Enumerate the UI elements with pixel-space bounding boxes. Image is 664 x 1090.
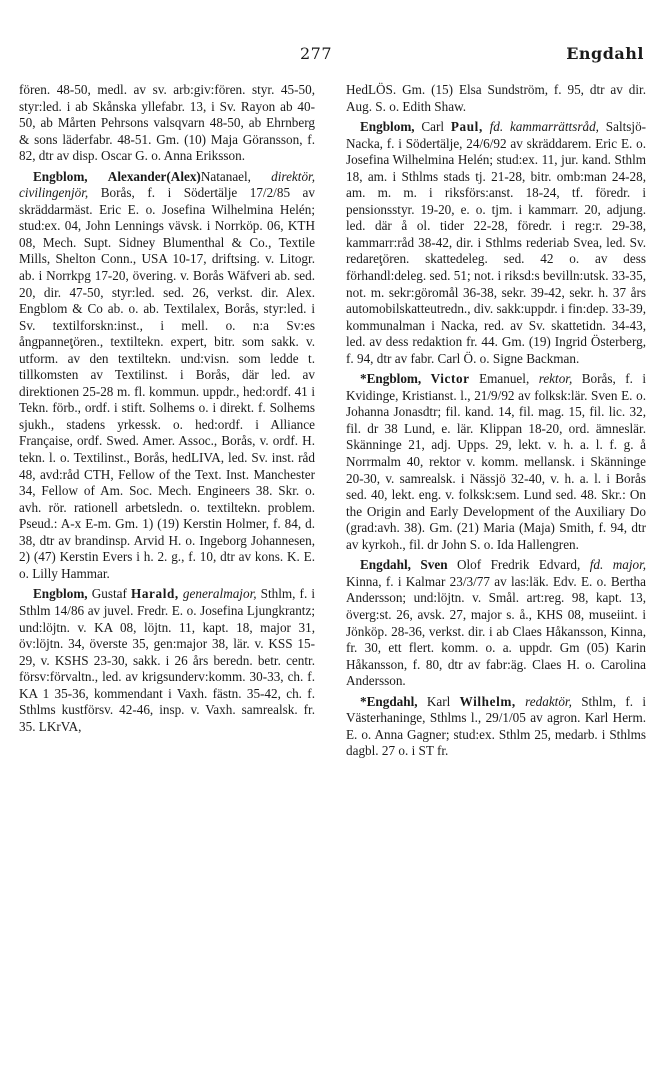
right-column bbox=[346, 82, 646, 760]
entry-surname: Engblom, bbox=[360, 119, 415, 135]
entry-text: Sthlm, f. i Sthlm 14/86 av juvel. Fredr. E. o. Josefina Ljungkrantz; und:löjtn. v. KA 08, löjtn. 11, kapt. 18, major 31, öv:löjtn. 34, överste 35, gen:major 38, lär. v. KSS 15-29, v. KSHS 23-30, sakk. i 26 års beredn. betr. centr. försv:förvaltn., led. av krigsunderv:komm. 30-33, ch. f. KA 1 35-36, kommendant i Vaxh. fästn. 35-42, ch. f. Sthlms kustförsv. 42-46, insp. v. Vaxh. samrealsk. fr. 35. LKrVA, bbox=[19, 586, 316, 734]
entry-engdahl-wilhelm bbox=[346, 694, 646, 760]
entry-surname: Engblom, bbox=[33, 586, 88, 602]
entry-occupation: fd. major, bbox=[589, 557, 647, 573]
entry-nickname: (Alex) bbox=[166, 168, 201, 184]
entry-called-name: Wilhelm, bbox=[459, 693, 516, 709]
entry-occupation: generalmajor, bbox=[182, 586, 257, 602]
entry-engdahl-sven bbox=[346, 557, 646, 689]
entry-text: Saltsjö-Nacka, f. i Södertälje, 24/6/92 av skräddarem. Eric E. o. Josefina Wilhelmina Helén; stud:ex. 11, jur. kand. Sthlm 18, am. i Sthlms stads tj. 21-28, bitr. omb:man 24-28, am. m. m. i riksförs:anst. 18-24, tf. föredr. i pensionsstyr. 19-20, e. o. tjm. i kammarr. 20, adjung. led. där å ol. tider 22-28, föredr. i reg:r. 29-38, kammarr:råd 38-42, dir. i Sthlms rederiab Svea, led. Sv. redareţören. skattedeleg. sed. 42 o. av dess förhandl:deleg. sed. 51; not. i riksd:s bevilln:utsk. 33-35, not. m. sekr:göromål 36-38, sekr. 39-42, sekr. h. 37 års automobilskatteutredn., div. sakk:uppdr. i fin:dep. 33-39, kommunalman i Nacka, red. av Sv. skattetidn. 34-43, led. av dess redaktion fr. 44. Gm. (19) Ingrid Österberg, f. 94, dtr av fabr. Carl Ö. o. Signe Backman. bbox=[346, 119, 647, 366]
page-number: 277 bbox=[300, 44, 333, 63]
entry-text: Borås, f. i Kvidinge, Kristianst. l., 21/9/92 av folksk:lär. Sven E. o. Johanna Jonasdtr; fil. kand. 14, fil. mag. 15, fil. lic. 32, fil. dr 38 Lund, e. lär. Klippan 18-20, ord. ämneslär. Skänninge 21, adj. Upps. 29, lekt. v. h. a. l. f. g. å Norrmalm 40, rektor v. komm. mellansk. i Skänninge 20-30, v. samrealsk. i Nässjö 32-40, v. h. a. l. i Borås sed. 40, lekt. eng. v. folksk:sem. Lund sed. 48. Skr.: On the Origin and Early Development of the Auxiliary Do (grad:avh. 38). Gm. (21) Maria (Maja) Smith, f. 94, dtr av kyrkoh., fil. dr John S. o. Ida Hallengren. bbox=[346, 371, 646, 552]
entry-given-name: Karl bbox=[426, 693, 451, 709]
entry-surname: *Engblom, bbox=[360, 371, 422, 387]
entry-engblom-alexander bbox=[19, 169, 315, 583]
entry-occupation: rektor, bbox=[538, 371, 573, 387]
entry-given-name: Carl bbox=[421, 119, 445, 135]
entry-text: Kinna, f. i Kalmar 23/3/77 av las:läk. Edv. E. o. Bertha Andersson; und:löjtn. v. Smål. art:reg. 98, kapt. 13, överg:st. 26, avsk. 27, major s. å., KHS 08, museiint. i Jönköp. 28-36, verkst. dir. i ab Claes Håkansson, Kinna, fr. 30, ett flert. komm. o. a. uppdr. Gm (05) Karin Håkansson, f. 80, dtr av fabr:äg. Claes H. o. Carolina Andersson. bbox=[346, 573, 646, 689]
entry-continued-left bbox=[19, 82, 315, 165]
entry-surname: *Engdahl, bbox=[360, 693, 418, 709]
entry-engblom-paul bbox=[346, 119, 646, 367]
entry-surname: Engdahl, bbox=[360, 557, 411, 573]
page-header bbox=[0, 44, 664, 70]
left-column bbox=[19, 82, 315, 735]
entry-text: Borås, f. i Södertälje 17/2/85 av skräddarmäst. Eric E. o. Josefina Wilhelmina Helén; stud:ex. 04, John Lennings vävsk. i Norrköp. 06, KTH 08, Mech. Supt. Sidney Blumenthal & Co., Textile Mills, Shelton Conn., USA 10-17, driftsing. v. Litogr. ab. i Norrkpg 17-20, övering. v. Borås Wäfveri ab. sed. 20, dir. 47-50, styr:led. sed. 26, verkst. dir. Alex. Engblom & Co ab. o. ab. Textilalex, Borås, styr:led. i Sv. textilforskn:inst., i mell. o. n:a Sv:es ångpanneţören., textiltekn. expert, bitr. som sakk. v. utform. av den textiltekn. und:visn. som ledde t. tillkomsten av Textilinst. i Borås, där led. av direktionen 25-28 m. fl. kommun. uppdr., hed:ordf. 41 i Tekn. förb., ordf. i stift. Solhems o. i direkt. f. Solhems sjukh., stadens yrkessk. o. hed:ordf. i Alliance Française, ordf. Swed. Amer. Assoc., Borås, v. ordf. H. tekn. l. o. Textilinst., Borås, hedLIVA, led. Sv. inst. råd 48, avd:råd CTH, Fellow of the Text. Inst. Manchester 34, Fellow of Am. Soc. Mech. Engineers 38. Skr. o. avh. rör. rationell arbetsledn. o. textiltekn. problem. Pseud.: A-x E-m. Gm. 1) (19) Kerstin Holmer, f. 84, d. 38, dtr av brandinsp. Arvid H. o. Ingeborg Johannesen, 2) (47) Kerstin Evers i h. 2. g., f. 10, dtr av kons. K. E. o. Lilly Hammar. bbox=[19, 185, 316, 581]
entry-given-name: Sven bbox=[420, 557, 448, 573]
entry-called-name: Harald, bbox=[131, 586, 179, 602]
entry-occupation: direktör, civilingenjör, bbox=[19, 168, 316, 201]
entry-other-names: Natanael, bbox=[200, 168, 251, 184]
entry-text: fören. 48-50, medl. av sv. arb:giv:fören. styr. 45-50, styr:led. i ab Skånska yllefabr. 13, i Sv. Rayon ab 40-50, ab Mårten Pehrsons valsqvarn 48-50, ab Ehrnberg & sons läderfabr. 48-51. Gm. (10) Maja Göransson, f. 82, dtr av disp. Oscar G. o. Anna Eriksson. bbox=[19, 82, 315, 164]
entry-engblom-victor bbox=[346, 371, 646, 553]
running-head: Engdahl bbox=[566, 44, 644, 63]
entry-occupation: redaktör, bbox=[525, 693, 572, 709]
entry-called-name: Paul, bbox=[450, 119, 483, 135]
entry-given-name: Victor bbox=[430, 371, 470, 387]
entry-text: HedLÖS. Gm. (15) Elsa Sundström, f. 95, dtr av dir. Aug. S. o. Edith Shaw. bbox=[346, 82, 646, 114]
entry-occupation: fd. kammarrättsråd, bbox=[489, 119, 599, 135]
entry-text: Sthlm, f. i Västerhaninge, Sthlms l., 29/1/05 av agron. Karl Herm. E. o. Anna Gagner; stud:ex. Sthlm 25, medarb. i Sthlms dagbl. 27 o. i ST fr. bbox=[346, 693, 647, 759]
entry-given-name: Gustaf bbox=[91, 586, 127, 602]
entry-engblom-harald bbox=[19, 586, 315, 735]
entry-surname: Engblom, bbox=[33, 168, 88, 184]
entry-given-name: Alexander bbox=[107, 168, 167, 184]
entry-other-names: Olof Fredrik Edvard, bbox=[456, 557, 581, 573]
entry-other-names: Emanuel, bbox=[479, 371, 530, 387]
entry-continued-right bbox=[346, 82, 646, 115]
